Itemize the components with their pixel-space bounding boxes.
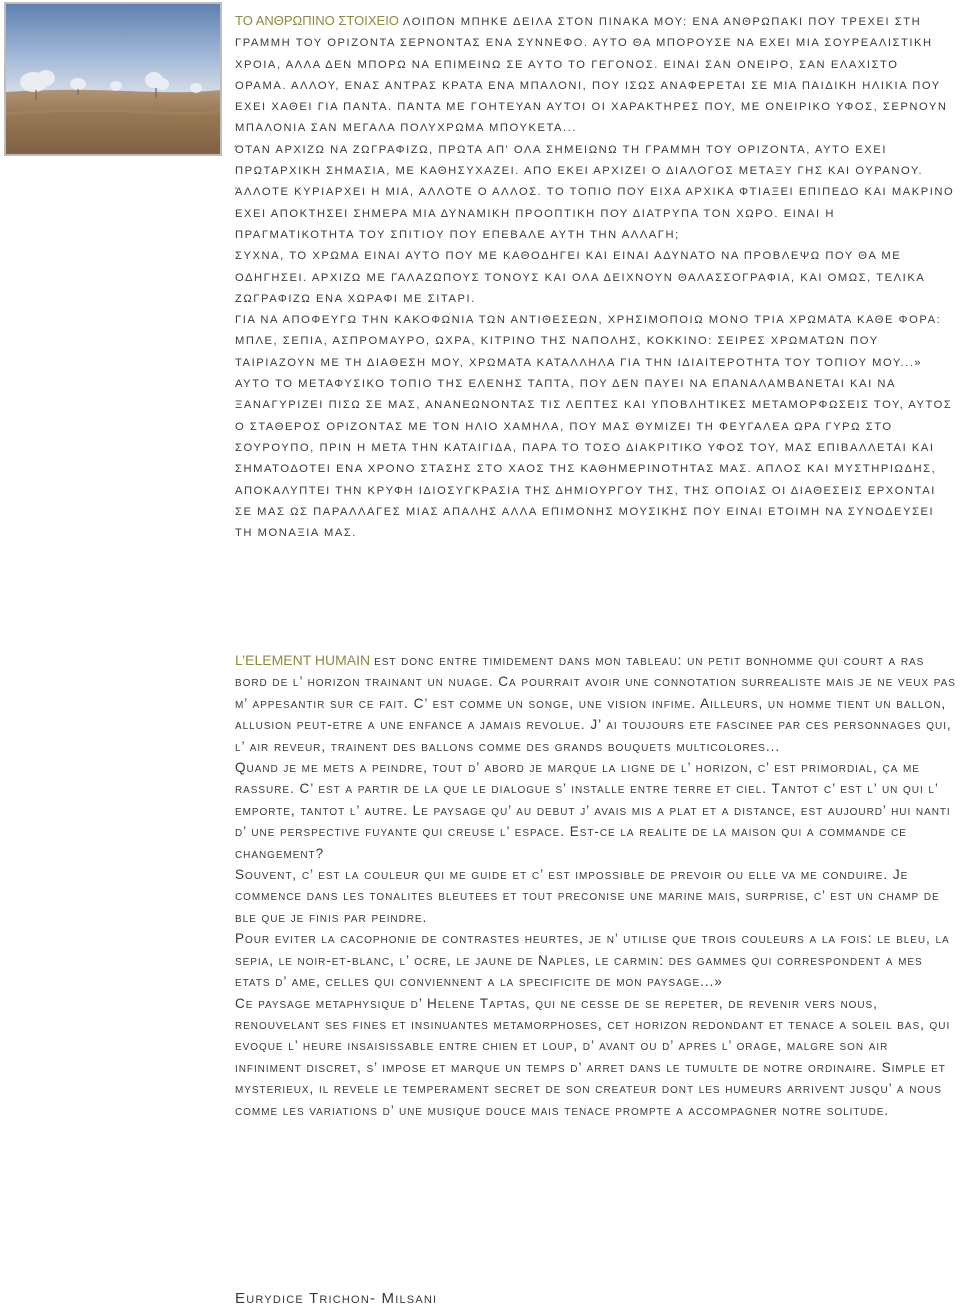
greek-paragraph-3: ΣΥΧΝΑ, ΤΟ ΧΡΩΜΑ ΕΙΝΑΙ ΑΥΤΟ ΠΟΥ ΜΕ ΚΑΘΟΔΗΓΕΙ ΚΑΙ ΕΙΝΑΙ ΑΔΥΝΑΤΟ ΝΑ ΠΡΟΒΛΕΨΩ ΠΟΥ ΘΑ ΜΕ ΟΔΗΓΗΣΕΙ. ΑΡΧΙΖΩ ΜΕ ΓΑΛΑΖΩΠΟΥΣ ΤΟΝΟΥΣ ΚΑΙ ΟΛΑ ΔΕΙΧΝΟΥΝ ΘΑΛΑΣΣΟΓΡΑΦΙΑ, ΚΑΙ ΟΜΩΣ, ΤΕΛΙΚΑ ΖΩΓΡΑΦΙΖΩ ΕΝΑ ΧΩΡΑΦΙ ΜΕ ΣΙΤΑΡΙ. (235, 250, 925, 305)
greek-paragraph-5: ΑΥΤΟ ΤΟ ΜΕΤΑΦΥΣΙΚΟ ΤΟΠΙΟ ΤΗΣ ΕΛΕΝΗΣ ΤΑΠΤΑ, ΠΟΥ ΔΕΝ ΠΑΥΕΙ ΝΑ ΕΠΑΝΑΛΑΜΒΑΝΕΤΑΙ ΚΑΙ ΝΑ ΞΑΝΑΓΥΡΙΖΕΙ ΠΙΣΩ ΣΕ ΜΑΣ, ΑΝΑΝΕΩΝΟΝΤΑΣ ΤΙΣ ΛΕΠΤΕΣ ΚΑΙ ΥΠΟΒΛΗΤΙΚΕΣ ΜΕΤΑΜΟΡΦΩΣΕΙΣ ΤΟΥ, ΑΥΤΟΣ Ο ΣΤΑΘΕΡΟΣ ΟΡΙΖΟΝΤΑΣ ΜΕ ΤΟΝ ΗΛΙΟ ΧΑΜΗΛΑ, ΠΟΥ ΜΑΣ ΘΥΜΙΖΕΙ ΤΗ ΦΕΥΓΑΛΕΑ ΩΡΑ ΓΥΡΩ ΣΤΟ ΣΟΥΡΟΥΠΟ, ΠΡΙΝ Η ΜΕΤΑ ΤΗΝ ΚΑΤΑΙΓΙΔΑ, ΠΑΡΑ ΤΟ ΤΟΣΟ ΔΙΑΚΡΙΤΙΚΟ ΥΦΟΣ ΤΟΥ, ΜΑΣ ΕΠΙΒΑΛΛΕΤΑΙ ΚΑΙ ΣΗΜΑΤΟΔΟΤΕΙ ΕΝΑ ΧΡΟΝΟ ΣΤΑΣΗΣ ΣΤΟ ΧΑΟΣ ΤΗΣ ΚΑΘΗΜΕΡΙΝΟΤΗΤΑΣ ΜΑΣ. ΑΠΛΟΣ ΚΑΙ ΜΥΣΤΗΡΙΩΔΗΣ, ΑΠΟΚΑΛΥΠΤΕΙ ΤΗΝ ΚΡΥΦΗ ΙΔΙΟΣΥΓΚΡΑΣΙΑ ΤΗΣ ΔΗΜΙΟΥΡΓΟΥ ΤΗΣ, ΤΗΣ ΟΠΟΙΑΣ ΟΙ ΔΙΑΘΕΣΕΙΣ ΕΡΧΟΝΤΑΙ ΣΕ ΜΑΣ ΩΣ ΠΑΡΑΛΛΑΓΕΣ ΜΙΑΣ ΑΠΑΛΗΣ ΑΛΛΑ ΕΠΙΜΟΝΗΣ ΜΟΥΣΙΚΗΣ ΠΟΥ ΕΙΝΑΙ ΕΤΟΙΜΗ ΝΑ ΣΥΝΟΔΕΥΣΕΙ ΤΗ ΜΟΝΑΞΙΑ ΜΑΣ. (235, 378, 953, 540)
landscape-painting (6, 4, 220, 154)
french-paragraph-2: Quand je me mets a peindre, tout d’ abord je marque la ligne de l’ horizon, c’ est primordial, ça me rassure. C’ est a partir de la que le dialogue s’ installe entre terre et ciel. Tantot c’ est l’ un qui l’ emporte, tantot l’ autre. Le paysage qu’ au debut j’ avais mis a plat et a distance, est aujourd’ hui nanti d’ une perspective fuyante qui creuse l’ espace. Est-ce la realite de la maison qui a commande ce changement? (235, 760, 951, 861)
french-title: L’ELEMENT HUMAIN (235, 652, 371, 668)
french-text-section (235, 650, 957, 1121)
french-paragraph-4: Pour eviter la cacophonie de contrastes heurtes, je n’ utilise que trois couleurs a la fois: le bleu, la sepia, le noir-et-blanc, l’ ocre, le jaune de Naples, le carmin: des gammes qui correspondent a mes etats d’ ame, celles qui conviennent a la specificite de mon paysage...» (235, 931, 950, 990)
french-paragraph-5: Ce paysage metaphysique d’ Helene Taptas, qui ne cesse de se repeter, de revenir vers nous, renouvelant ses fines et insinuantes metamorphoses, cet horizon redondant et tenace a soleil bas, qui evoque l’ heure insaisissable entre chien et loup, d’ avant ou d’ apres l’ orage, malgre son air infiniment discret, s’ impose et marque un temps d’ arret dans le tumulte de notre ordinaire. Simple et mysterieux, il revele le temperament secret de son createur dont les humeurs arrivent jusqu’ a nous comme les variations d’ une musique douce mais tenace prompte a accompagner notre solitude. (235, 995, 951, 1118)
french-paragraph-1-text: est donc entre timidement dans mon tableau: un petit bonhomme qui court a ras bord de l’ horizon trainant un nuage. Ca pourrait avoir une connotation surrealiste mais je ne veux pas m’ appesantir sur ce fait. C’ est comme un songe, une vision infime. Ailleurs, un homme tient un ballon, allusion peut-etre a une enfance a jamais revolue. J’ ai toujours ete fascinee par ces personnages qui, l’ air reveur, trainent des ballons comme des grands bouquets multicolores... (235, 653, 956, 754)
greek-paragraph-1 (235, 10, 955, 140)
french-paragraph-1 (235, 650, 957, 757)
greek-text-section (235, 10, 955, 544)
painting-image (4, 2, 222, 156)
greek-paragraph-4: ΓΙΑ ΝΑ ΑΠΟΦΕΥΓΩ ΤΗΝ ΚΑΚΟΦΩΝΙΑ ΤΩΝ ΑΝΤΙΘΕΣΕΩΝ, ΧΡΗΣΙΜΟΠΟΙΩ ΜΟΝΟ ΤΡΙΑ ΧΡΩΜΑΤΑ ΚΑΘΕ ΦΟΡΑ: ΜΠΛΕ, ΣΕΠΙΑ, ΑΣΠΡΟΜΑΥΡΟ, ΩΧΡΑ, ΚΙΤΡΙΝΟ ΤΗΣ ΝΑΠΟΛΗΣ, ΚΟΚΚΙΝΟ: ΣΕΙΡΕΣ ΧΡΩΜΑΤΩΝ ΠΟΥ ΤΑΙΡΙΑΖΟΥΝ ΜΕ ΤΗ ΔΙΑΘΕΣΗ ΜΟΥ, ΧΡΩΜΑΤΑ ΚΑΤΑΛΛΗΛΑ ΓΙΑ ΤΗΝ ΙΔΙΑΙΤΕΡΟΤΗΤΑ ΤΟΥ ΤΟΠΙΟΥ ΜΟΥ...» (235, 314, 942, 369)
author-signature: Eurydice Trichon- Milsani (235, 1290, 438, 1307)
greek-paragraph-1-text: ΛΟΙΠΟΝ ΜΠΗΚΕ ΔΕΙΛΑ ΣΤΟΝ ΠΙΝΑΚΑ ΜΟΥ: ΕΝΑ ΑΝΘΡΩΠΑΚΙ ΠΟΥ ΤΡΕΧΕΙ ΣΤΗ ΓΡΑΜΜΗ ΤΟΥ ΟΡΙΖΟΝΤΑ ΣΕΡΝΟΝΤΑΣ ΕΝΑ ΣΥΝΝΕΦΟ. ΑΥΤΟ ΘΑ ΜΠΟΡΟΥΣΕ ΝΑ ΕΧΕΙ ΜΙΑ ΣΟΥΡΕΑΛΙΣΤΙΚΗ ΧΡΟΙΑ, ΑΛΛΑ ΔΕΝ ΜΠΟΡΩ ΝΑ ΕΠΙΜΕΙΝΩ ΣΕ ΑΥΤΟ ΤΟ ΓΕΓΟΝΟΣ. ΕΙΝΑΙ ΣΑΝ ΟΝΕΙΡΟ, ΣΑΝ ΕΛΑΧΙΣΤΟ ΟΡΑΜΑ. ΑΛΛΟΥ, ΕΝΑΣ ΑΝΤΡΑΣ ΚΡΑΤΑ ΕΝΑ ΜΠΑΛΟΝΙ, ΠΟΥ ΙΣΩΣ ΑΝΑΦΕΡΕΤΑΙ ΣΕ ΜΙΑ ΠΑΙΔΙΚΗ ΗΛΙΚΙΑ ΠΟΥ ΕΧΕΙ ΧΑΘΕΙ ΓΙΑ ΠΑΝΤΑ. ΠΑΝΤΑ ΜΕ ΓΟΗΤΕΥΑΝ ΑΥΤΟΙ ΟΙ ΧΑΡΑΚΤΗΡΕΣ ΠΟΥ, ΜΕ ΟΝΕΙΡΙΚΟ ΥΦΟΣ, ΣΕΡΝΟΥΝ ΜΠΑΛΟΝΙΑ ΣΑΝ ΜΕΓΑΛΑ ΠΟΛΥΧΡΩΜΑ ΜΠΟΥΚΕΤΑ... (235, 16, 948, 135)
greek-paragraph-2: ΌΤΑΝ ΑΡΧΙΖΩ ΝΑ ΖΩΓΡΑΦΙΖΩ, ΠΡΩΤΑ ΑΠ' ΟΛΑ ΣΗΜΕΙΩΝΩ ΤΗ ΓΡΑΜΜΗ ΤΟΥ ΟΡΙΖΟΝΤΑ, ΑΥΤΟ ΕΧΕΙ ΠΡΩΤΑΡΧΙΚΗ ΣΗΜΑΣΙΑ, ΜΕ ΚΑΘΗΣΥΧΑΖΕΙ. ΑΠΟ ΕΚΕΙ ΑΡΧΙΖΕΙ Ο ΔΙΑΛΟΓΟΣ ΜΕΤΑΞΥ ΓΗΣ ΚΑΙ ΟΥΡΑΝΟΥ. ΆΛΛΟΤΕ ΚΥΡΙΑΡΧΕΙ Η ΜΙΑ, ΑΛΛΟΤΕ Ο ΑΛΛΟΣ. ΤΟ ΤΟΠΙΟ ΠΟΥ ΕΙΧΑ ΑΡΧΙΚΑ ΦΤΙΑΞΕΙ ΕΠΙΠΕΔΟ ΚΑΙ ΜΑΚΡΙΝΟ ΕΧΕΙ ΑΠΟΚΤΗΣΕΙ ΣΗΜΕΡΑ ΜΙΑ ΔΥΝΑΜΙΚΗ ΠΡΟΟΠΤΙΚΗ ΠΟΥ ΔΙΑΤΡΥΠΑ ΤΟΝ ΧΩΡΟ. ΕΙΝΑΙ Η ΠΡΑΓΜΑΤΙΚΟΤΗΤΑ ΤΟΥ ΣΠΙΤΙΟΥ ΠΟΥ ΕΠΕΒΑΛΕ ΑΥΤΗ ΤΗΝ ΑΛΛΑΓΗ; (235, 143, 955, 241)
greek-title: ΤΟ ΑΝΘΡΩΠΙΝΟ ΣΤΟΙΧΕΙΟ (235, 13, 399, 28)
french-paragraph-3: Souvent, c’ est la couleur qui me guide et c’ est impossible de prevoir ou elle va me conduire. Je commence dans les tonalites bleutees et tout preconise une marine mais, surprise, c’ est un champ de ble que je finis par peindre. (235, 867, 940, 925)
